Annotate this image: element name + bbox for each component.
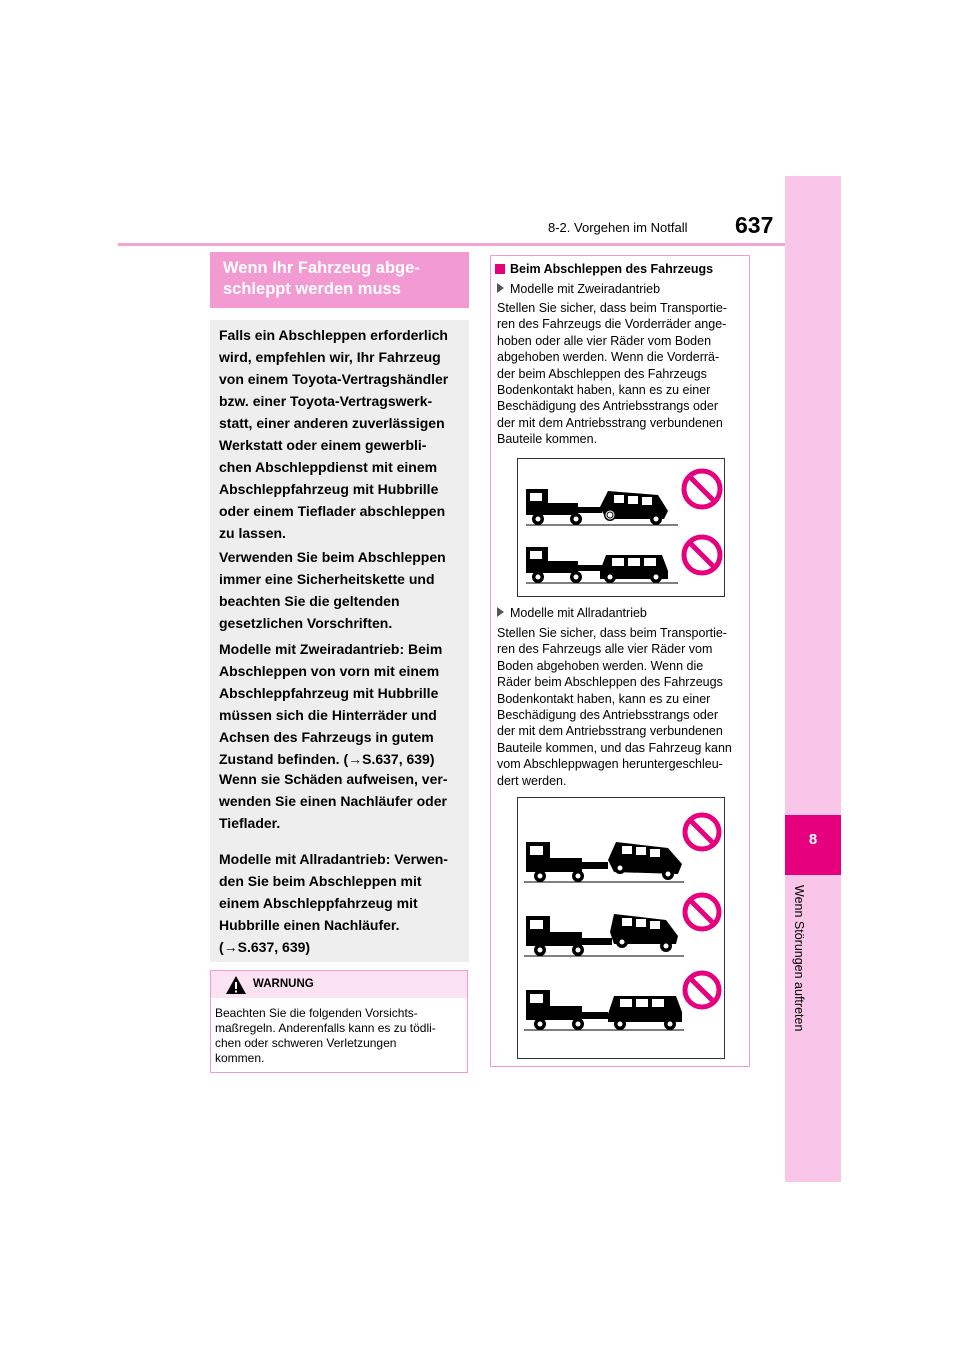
intro-line: Achsen des Fahrzeugs in gutem [219, 729, 434, 745]
chapter-number: 8 [808, 831, 818, 848]
warning-icon [225, 975, 247, 995]
prohibited-icon [685, 895, 719, 929]
intro-line: bzw. einer Toyota-Vertragswerk- [219, 393, 433, 409]
intro-line: oder einem Tieflader abschleppen [219, 503, 446, 519]
intro-line: Hubbrille einen Nachläufer. [219, 917, 400, 933]
text-2wd: Stellen Sie sicher, dass beim Transportie- ren des Fahrzeugs die Vorderräder ange- hoben oder alle vier Räder vom Boden abgehoben werden. Wenn die Vorderrä- der beim Abschleppen des Fahrzeugs Bodenkontakt haben, kann es zu einer Beschädigung des Antriebsstrangs oder der mit dem Antriebsstrang verbundenen Bauteile kommen. [497, 301, 727, 447]
triangle-bullet-icon [497, 283, 504, 293]
intro-line: Abschleppen von vorn mit einem [219, 663, 440, 679]
intro-line: wenden Sie einen Nachläufer oder [219, 793, 447, 809]
prohibited-icon [685, 973, 719, 1007]
intro-line: immer eine Sicherheitskette und [219, 571, 435, 587]
intro-line: wird, empfehlen wir, Ihr Fahrzeug [219, 349, 441, 365]
intro-line: Verwenden Sie beim Abschleppen [219, 549, 446, 565]
section-title: 8-2. Vorgehen im Notfall [548, 220, 688, 235]
bullet-4wd: Modelle mit Allradantrieb [497, 606, 647, 620]
text-4wd: Stellen Sie sicher, dass beim Transportie- ren des Fahrzeugs alle vier Räder vom Boden abgehoben werden. Wenn die Räder beim Abschleppen des Fahrzeugs Bodenkontakt haben, kann es zu einer Beschädigung des Antriebsstrangs oder der mit dem Antriebsstrang verbundenen Bauteile kommen, und das Fahrzeug kann vom Abschleppwagen heruntergeschleu- dert werden. [497, 626, 732, 788]
warning-header [211, 971, 467, 998]
intro-line: Abschleppfahrzeug mit Hubbrille [219, 481, 439, 497]
intro-line: statt, einer anderen zuverlässigen [219, 415, 445, 431]
tow-row-2 [524, 914, 684, 956]
prohibited-icon [684, 471, 720, 507]
intro-line: müssen sich die Hinterräder und [219, 707, 437, 723]
intro-paragraph [219, 768, 467, 834]
section-heading [210, 252, 469, 308]
prohibited-icon [685, 815, 719, 849]
figure-4wd-prohibited [517, 797, 725, 1059]
intro-line: zu lassen. [219, 525, 286, 541]
intro-line: beachten Sie die geltenden [219, 593, 400, 609]
tow-row-2 [526, 547, 678, 583]
intro-line: Modelle mit Allradantrieb: Verwen- [219, 851, 448, 867]
tow-illustration [518, 459, 724, 596]
intro-line: chen Abschleppdienst mit einem [219, 459, 438, 475]
intro-paragraph [219, 638, 467, 770]
tow-row-3 [524, 990, 684, 1030]
warning-title: WARNUNG [253, 978, 314, 990]
chapter-title: Wenn Störungen auftreten [792, 885, 806, 1032]
intro-line: von einem Toyota-Vertragshändler [219, 371, 449, 387]
intro-paragraph [219, 546, 467, 634]
intro-line: (→S.637, 639) [219, 939, 311, 955]
intro-line: Tieflader. [219, 815, 281, 831]
intro-line: Abschleppfahrzeug mit Hubbrille [219, 685, 439, 701]
intro-line: Falls ein Abschleppen erforderlich [219, 327, 448, 343]
page-number: 637 [735, 212, 774, 238]
towing-heading: Beim Abschleppen des Fahrzeugs [495, 262, 713, 276]
header-rule [118, 243, 785, 246]
figure-2wd-prohibited [517, 458, 725, 597]
intro-paragraph [219, 324, 467, 544]
intro-line: einem Abschleppfahrzeug mit [219, 895, 418, 911]
heading-line-1: Wenn Ihr Fahrzeug abge- [223, 259, 420, 277]
triangle-bullet-icon [497, 607, 504, 617]
intro-line: gesetzlichen Vorschriften. [219, 615, 393, 631]
intro-line: Zustand befinden. (→S.637, 639) [219, 751, 435, 767]
bullet-2wd: Modelle mit Zweiradantrieb [497, 282, 660, 296]
square-bullet-icon [495, 264, 505, 274]
intro-line: den Sie beim Abschleppen mit [219, 873, 422, 889]
intro-line: Werkstatt oder einem gewerbli- [219, 437, 427, 453]
warning-text: Beachten Sie die folgenden Vorsichts- maßregeln. Anderenfalls kann es zu tödli- chen oder schweren Verletzungen kommen. [215, 1006, 436, 1065]
tow-row-1 [524, 842, 684, 882]
tow-illustration [518, 798, 724, 1058]
prohibited-icon [684, 537, 720, 573]
tow-row-1 [526, 489, 678, 525]
intro-paragraph [219, 848, 467, 958]
intro-line: Modelle mit Zweiradantrieb: Beim [219, 641, 443, 657]
intro-line: Wenn sie Schäden aufweisen, ver- [219, 771, 448, 787]
heading-line-2: schleppt werden muss [223, 280, 401, 298]
